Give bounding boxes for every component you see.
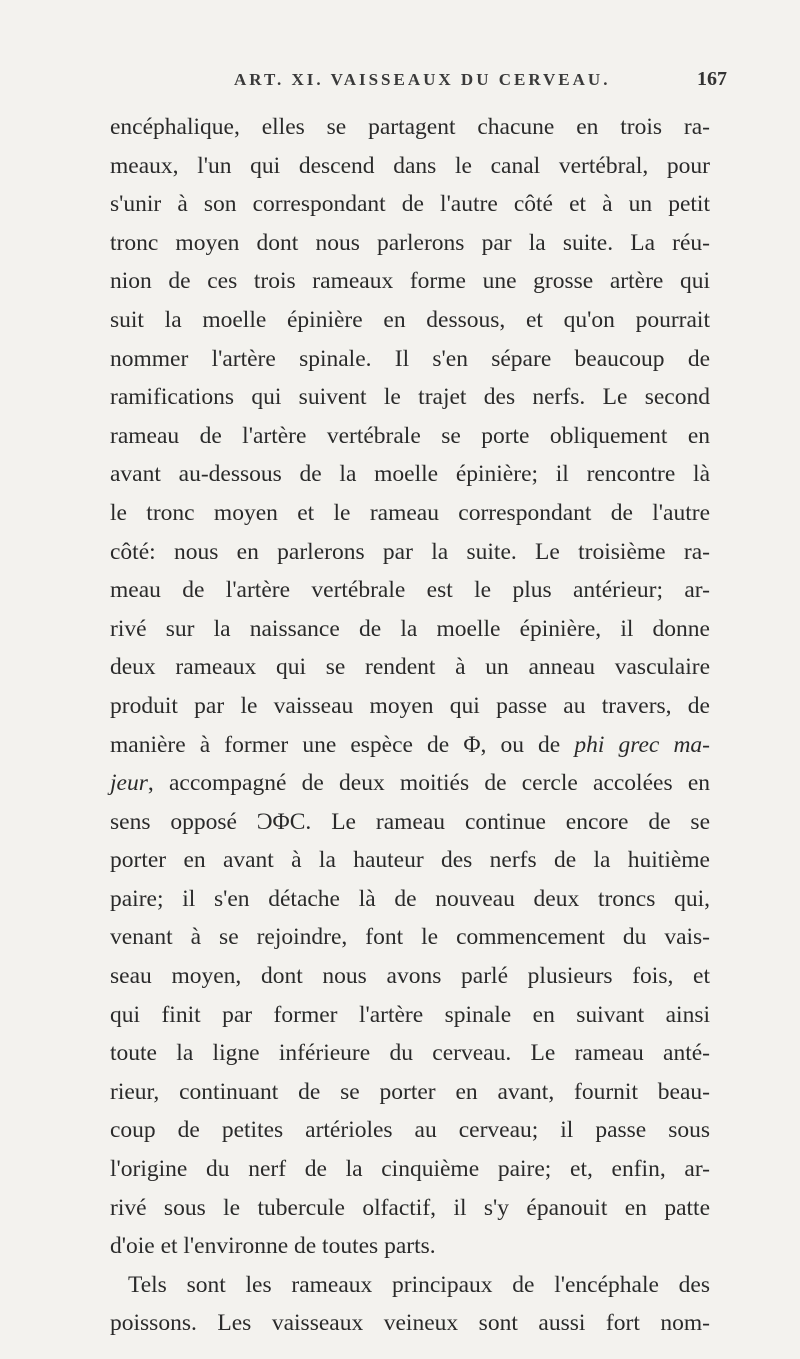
text-line: ramifications qui suivent le trajet des nerfs. Le second [110,384,710,411]
running-head [0,70,800,100]
text-line: venant à se rejoindre, font le commencement du vais- [110,924,710,951]
text-line: nommer l'artère spinale. Il s'en sépare beaucoup de [110,345,710,372]
paragraph-start-line: Tels sont les rameaux principaux de l'encéphale des [128,1271,710,1298]
italic-segment: phi grec ma- [574,731,710,758]
text-line: tronc moyen dont nous parlerons par la suite. La réu- [110,229,710,256]
text-line: meau de l'artère vertébrale est le plus antérieur; ar- [110,577,710,604]
text-line: rieur, continuant de se porter en avant, fournit beau- [110,1078,710,1105]
text-line: coup de petites artérioles au cerveau; il passe sous [110,1117,710,1144]
text-line: toute la ligne inférieure du cerveau. Le rameau anté- [110,1040,710,1067]
text-line: rameau de l'artère vertébrale se porte obliquement en [110,422,710,449]
text-line-with-italic [110,726,710,765]
text-segment: manière à former une espèce de Φ, ou de [110,731,575,758]
text-line: sens opposé ϽΦC. Le rameau continue encore de se [110,808,710,835]
text-segment: , accompagné de deux moitiés de cercle accolées en [147,770,710,797]
page-number: 167 [697,68,727,90]
text-line: meaux, l'un qui descend dans le canal vertébral, pour [110,152,710,179]
text-line: nion de ces trois rameaux forme une grosse artère qui [110,268,710,295]
text-line: deux rameaux qui se rendent à un anneau vasculaire [110,654,710,681]
italic-segment: jeur [110,770,148,797]
text-line: produit par le vaisseau moyen qui passe au travers, de [110,692,710,719]
text-line: porter en avant à la hauteur des nerfs de la huitième [110,847,710,874]
body-text [110,108,710,1343]
text-line: qui finit par former l'artère spinale en suivant ainsi [110,1001,710,1028]
running-title: ART. XI. VAISSEAUX DU CERVEAU. [234,70,611,89]
text-line: l'origine du nerf de la cinquième paire; et, enfin, ar- [110,1156,710,1183]
text-line: encéphalique, elles se partagent chacune en trois ra- [110,114,710,140]
text-line: suit la moelle épinière en dessous, et qu'on pourrait [110,306,710,333]
text-line: paire; il s'en détache là de nouveau deux troncs qui, [110,885,710,912]
paragraph-end-line: d'oie et l'environne de toutes parts. [110,1233,436,1260]
text-line: le tronc moyen et le rameau correspondant de l'autre [110,499,710,526]
text-line: poissons. Les vaisseaux veineux sont aussi fort nom- [110,1310,710,1337]
text-line: seau moyen, dont nous avons parlé plusieurs fois, et [110,963,710,990]
text-line: avant au-dessous de la moelle épinière; il rencontre là [110,461,710,488]
text-line: rivé sur la naissance de la moelle épinière, il donne [110,615,710,642]
text-line: rivé sous le tubercule olfactif, il s'y épanouit en patte [110,1194,710,1221]
text-line-with-italic [110,764,710,803]
text-line: côté: nous en parlerons par la suite. Le troisième ra- [110,538,710,565]
text-line: s'unir à son correspondant de l'autre côté et à un petit [110,191,710,218]
